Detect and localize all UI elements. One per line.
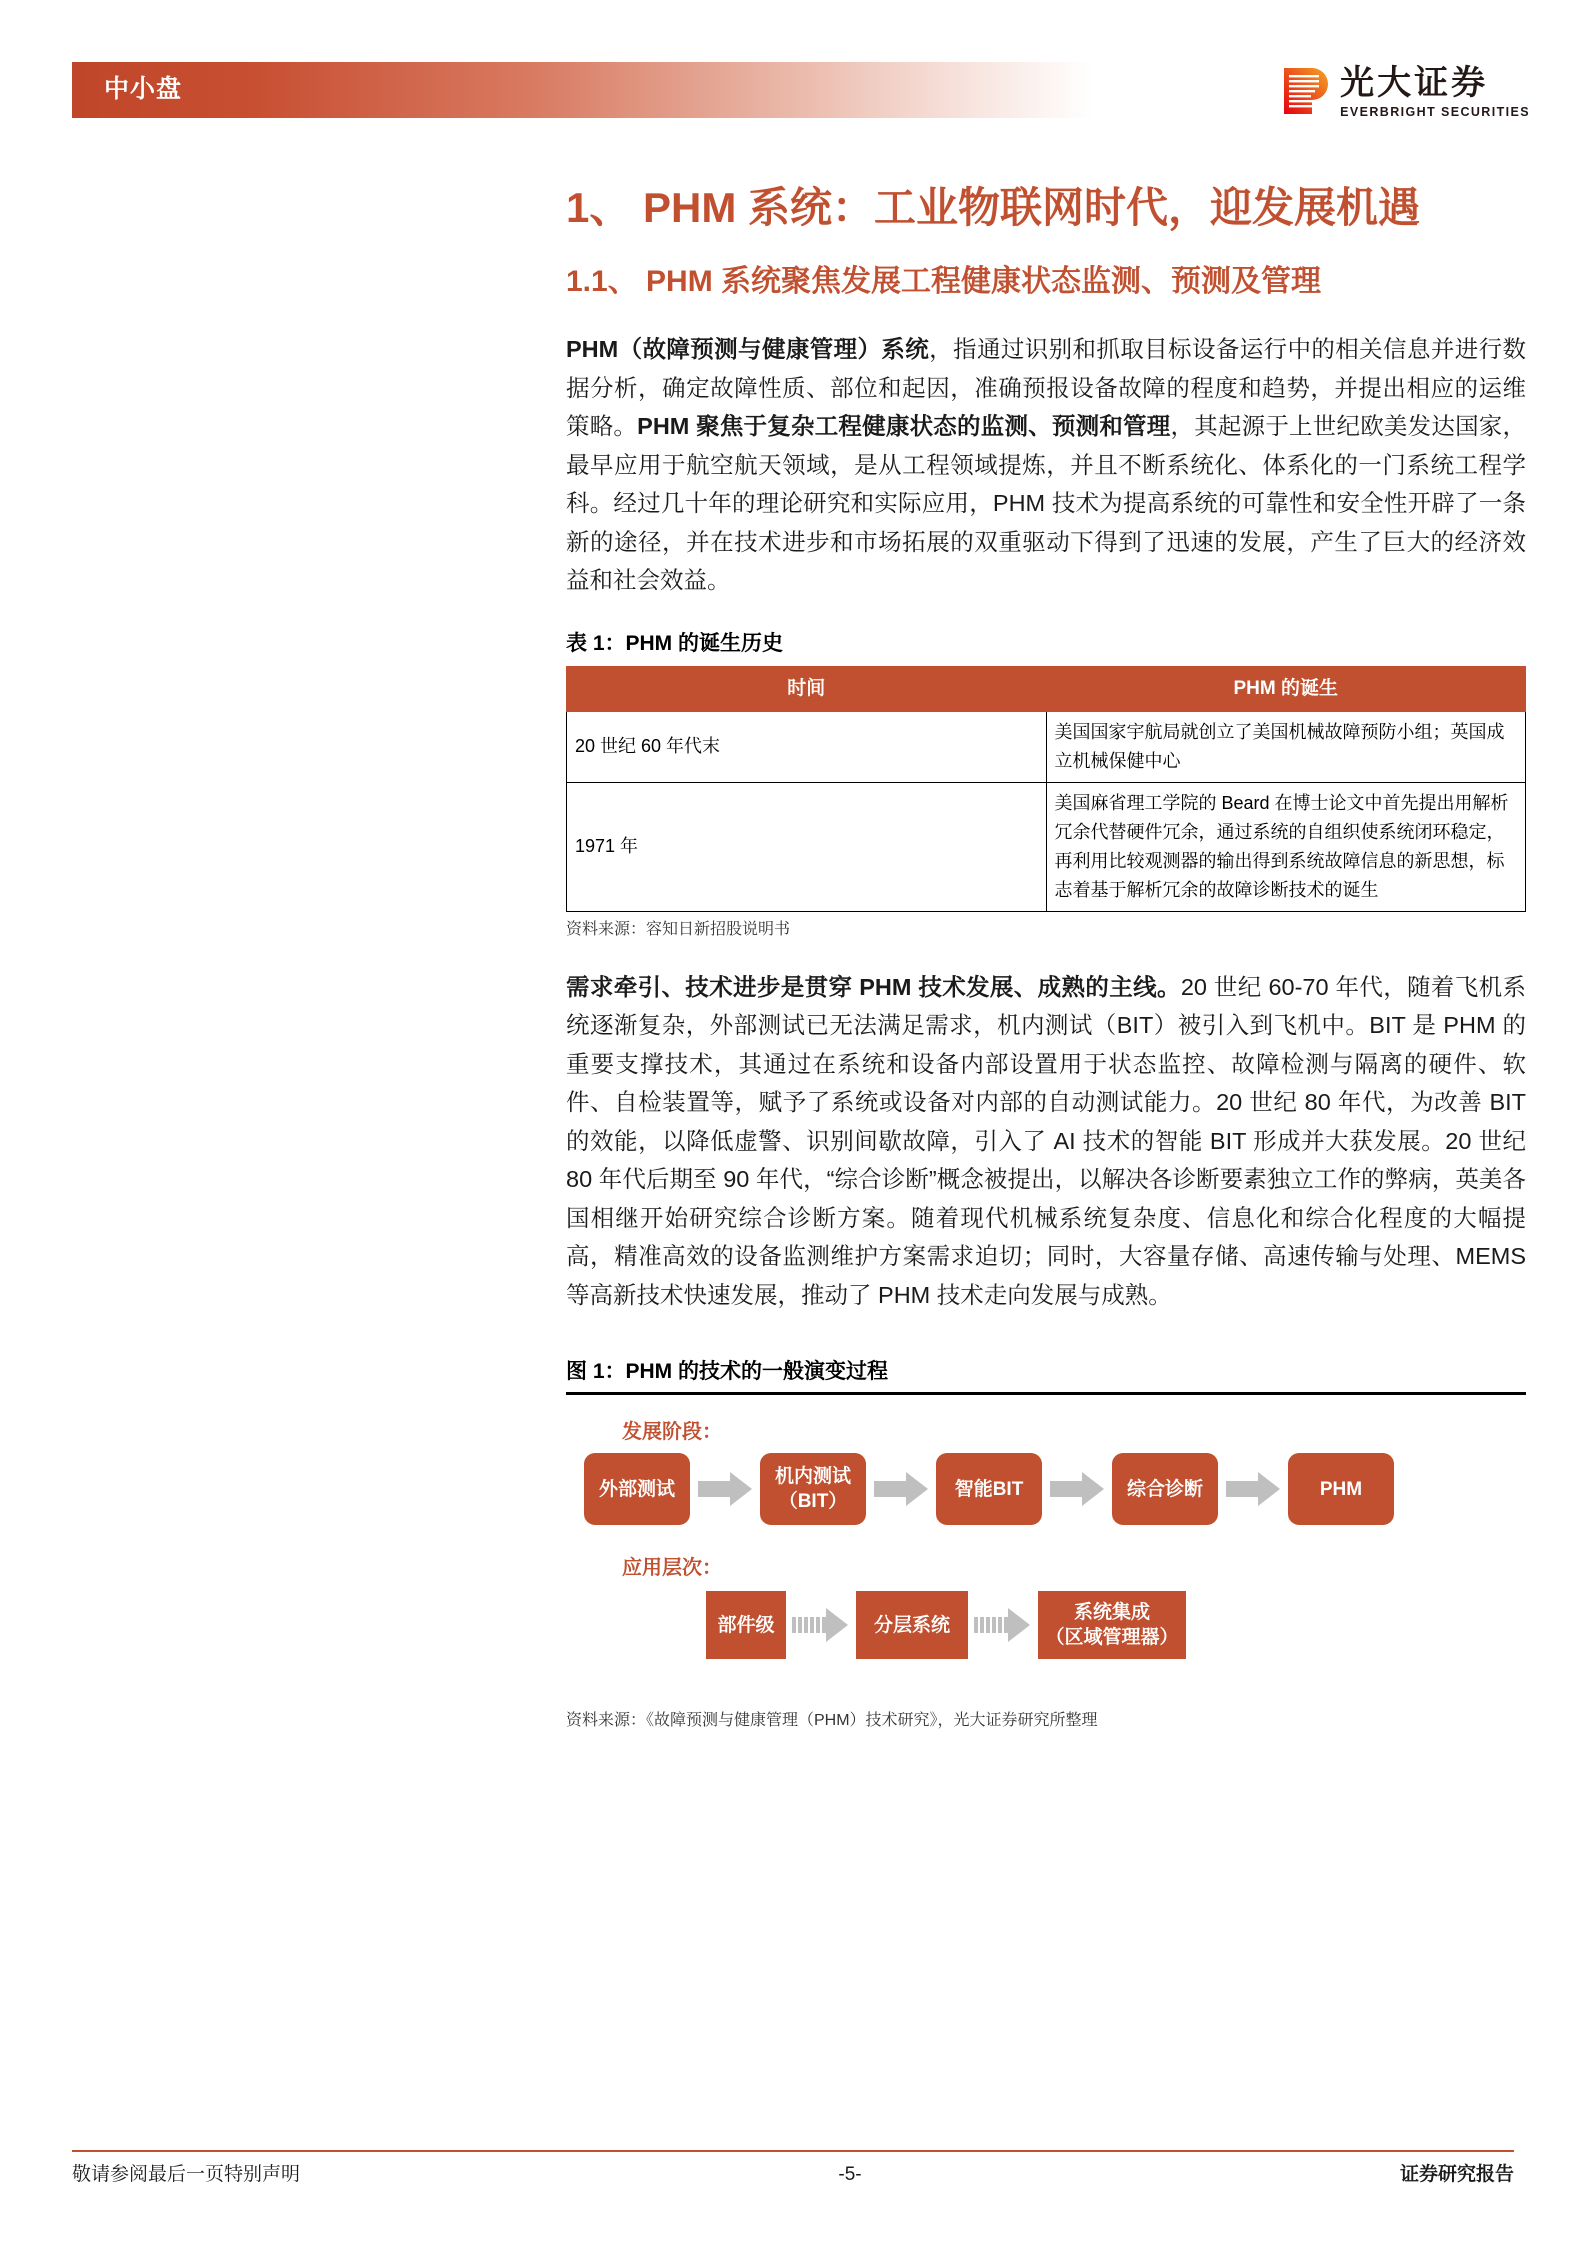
flow-node-external-test xyxy=(584,1453,690,1525)
figure-layer-flow xyxy=(706,1591,1186,1659)
footer-report-type: 证券研究报告 xyxy=(1399,2164,1514,2185)
table-header-row xyxy=(567,666,1526,711)
arrow-right-icon xyxy=(1048,1472,1106,1506)
section-title: 1、 PHM 系统：工业物联网时代，迎发展机遇 xyxy=(566,184,1421,231)
flow-node-phm xyxy=(1288,1453,1394,1525)
flow-node-label: 外部测试 xyxy=(598,1478,675,1500)
page-header xyxy=(0,62,1586,118)
figure-source-note: 资料来源：《故障预测与健康管理（PHM）技术研究》，光大证券研究所整理 xyxy=(566,1712,1098,1729)
phm-history-table xyxy=(566,666,1526,912)
flow-node-built-in-test xyxy=(760,1453,866,1525)
flow-node-system-integration xyxy=(1038,1591,1186,1659)
arrow-right-icon xyxy=(792,1608,850,1642)
table-cell-time: 20 世纪 60 年代末 xyxy=(567,711,1047,782)
footer-divider xyxy=(72,2150,1514,2152)
paragraph-1-bold-mid: PHM 聚焦于复杂工程健康状态的监测、预测和管理 xyxy=(637,413,1171,439)
flow-node-smart-bit xyxy=(936,1453,1042,1525)
table-cell-time: 1971 年 xyxy=(567,782,1047,911)
flow-node-integrated-diagnosis xyxy=(1112,1453,1218,1525)
flow-node-label-line1: 机内测试 xyxy=(774,1466,851,1487)
page-content xyxy=(566,178,1526,1733)
flow-node-component-level xyxy=(706,1591,786,1659)
arrow-right-icon xyxy=(1224,1472,1282,1506)
paragraph-1 xyxy=(566,330,1526,600)
figure-stage-flow xyxy=(584,1453,1394,1525)
subsection-title: 1.1、 PHM 系统聚焦发展工程健康状态监测、预测及管理 xyxy=(566,265,1322,298)
table-caption: 表 1：PHM 的诞生历史 xyxy=(566,631,784,655)
table-row xyxy=(567,711,1526,782)
arrow-right-icon xyxy=(872,1472,930,1506)
flow-node-label-line2: （区域管理器） xyxy=(1045,1627,1179,1648)
everbright-logo-icon xyxy=(1282,66,1328,116)
table-header-desc: PHM 的诞生 xyxy=(1046,666,1526,711)
table-source-note: 资料来源：容知日新招股说明书 xyxy=(566,920,791,938)
brand-name-cn: 光大证券 xyxy=(1340,64,1489,102)
footer-disclaimer: 敬请参阅最后一页特别声明 xyxy=(72,2164,301,2185)
paragraph-1-bold-lead: PHM（故障预测与健康管理）系统 xyxy=(566,336,930,362)
figure-stage-label: 发展阶段： xyxy=(622,1421,722,1443)
flow-node-label-line1: 系统集成 xyxy=(1073,1602,1150,1623)
paragraph-1-text-a: ，指通过识别和抓取目标设备运行中的相关信息并进行数据分析，确定故障性质、部位和起因，准确预报设备故障的程度和趋势，并提出相应的运维策略。 xyxy=(566,336,1526,439)
table-header-time: 时间 xyxy=(567,666,1047,711)
header-banner-label: 中小盘 xyxy=(104,75,183,103)
figure-diagram xyxy=(566,1395,1526,1695)
flow-node-label: 部件级 xyxy=(717,1614,775,1636)
flow-node-layered-system xyxy=(856,1591,968,1659)
table-row xyxy=(567,782,1526,911)
header-banner xyxy=(72,62,1092,118)
flow-node-label: 智能BIT xyxy=(954,1478,1024,1500)
arrow-right-icon xyxy=(696,1472,754,1506)
arrow-right-icon xyxy=(974,1608,1032,1642)
figure-layer-label: 应用层次： xyxy=(622,1557,722,1579)
paragraph-2-text: 20 世纪 60-70 年代，随着飞机系统逐渐复杂，外部测试已无法满足需求，机内测试（BIT）被引入到飞机中。BIT 是 PHM 的重要支撑技术，其通过在系统和设备内部设置用于状态监控、故障检测与隔离的硬件、软件、自检装置等，赋予了系统或设备对内部的自动测试能力。20 世纪 80 年代，为改善 BIT 的效能，以降低虚警、识别间歇故障，引入了 AI 技术的智能 BIT 形成并大获发展。20 世纪 80 年代后期至 90 年代，“综合诊断”概念被提出，以解决各诊断要素独立工作的弊病，英美各国相继开始研究综合诊断方案。随着现代机械系统复杂度、信息化和综合化程度的大幅提高，精准高效的设备监测维护方案需求迫切；同时，大容量存储、高速传输与处理、MEMS 等高新技术快速发展，推动了 PHM 技术走向发展与成熟。 xyxy=(566,973,1526,1308)
table-cell-desc: 美国国家宇航局就创立了美国机械故障预防小组；英国成立机械保健中心 xyxy=(1046,711,1526,782)
paragraph-2-bold-lead: 需求牵引、技术进步是贯穿 PHM 技术发展、成熟的主线。 xyxy=(566,973,1181,1000)
brand-logo xyxy=(1282,64,1530,119)
flow-node-label: 综合诊断 xyxy=(1126,1478,1203,1500)
figure-caption: 图 1：PHM 的技术的一般演变过程 xyxy=(566,1360,889,1383)
table-cell-desc: 美国麻省理工学院的 Beard 在博士论文中首先提出用解析冗余代替硬件冗余，通过系统的自组织使系统闭环稳定，再利用比较观测器的输出得到系统故障信息的新思想，标志着基于解析冗余的故障诊断技术的诞生 xyxy=(1046,782,1526,911)
brand-name-en: EVERBRIGHT SECURITIES xyxy=(1340,105,1530,119)
flow-node-label: 分层系统 xyxy=(873,1614,950,1636)
paragraph-2 xyxy=(566,968,1526,1315)
page-number: -5- xyxy=(838,2164,862,2185)
flow-node-label: PHM xyxy=(1319,1478,1363,1500)
flow-node-label-line2: （BIT） xyxy=(778,1491,848,1512)
paragraph-1-text-b: ，其起源于上世纪欧美发达国家，最早应用于航空航天领域，是从工程领域提炼，并且不断系统化、体系化的一门系统工程学科。经过几十年的理论研究和实际应用，PHM 技术为提高系统的可靠性和安全性开辟了一条新的途径，并在技术进步和市场拓展的双重驱动下得到了迅速的发展，产生了巨大的经济效益和社会效益。 xyxy=(566,413,1527,593)
page-footer xyxy=(72,2150,1514,2188)
